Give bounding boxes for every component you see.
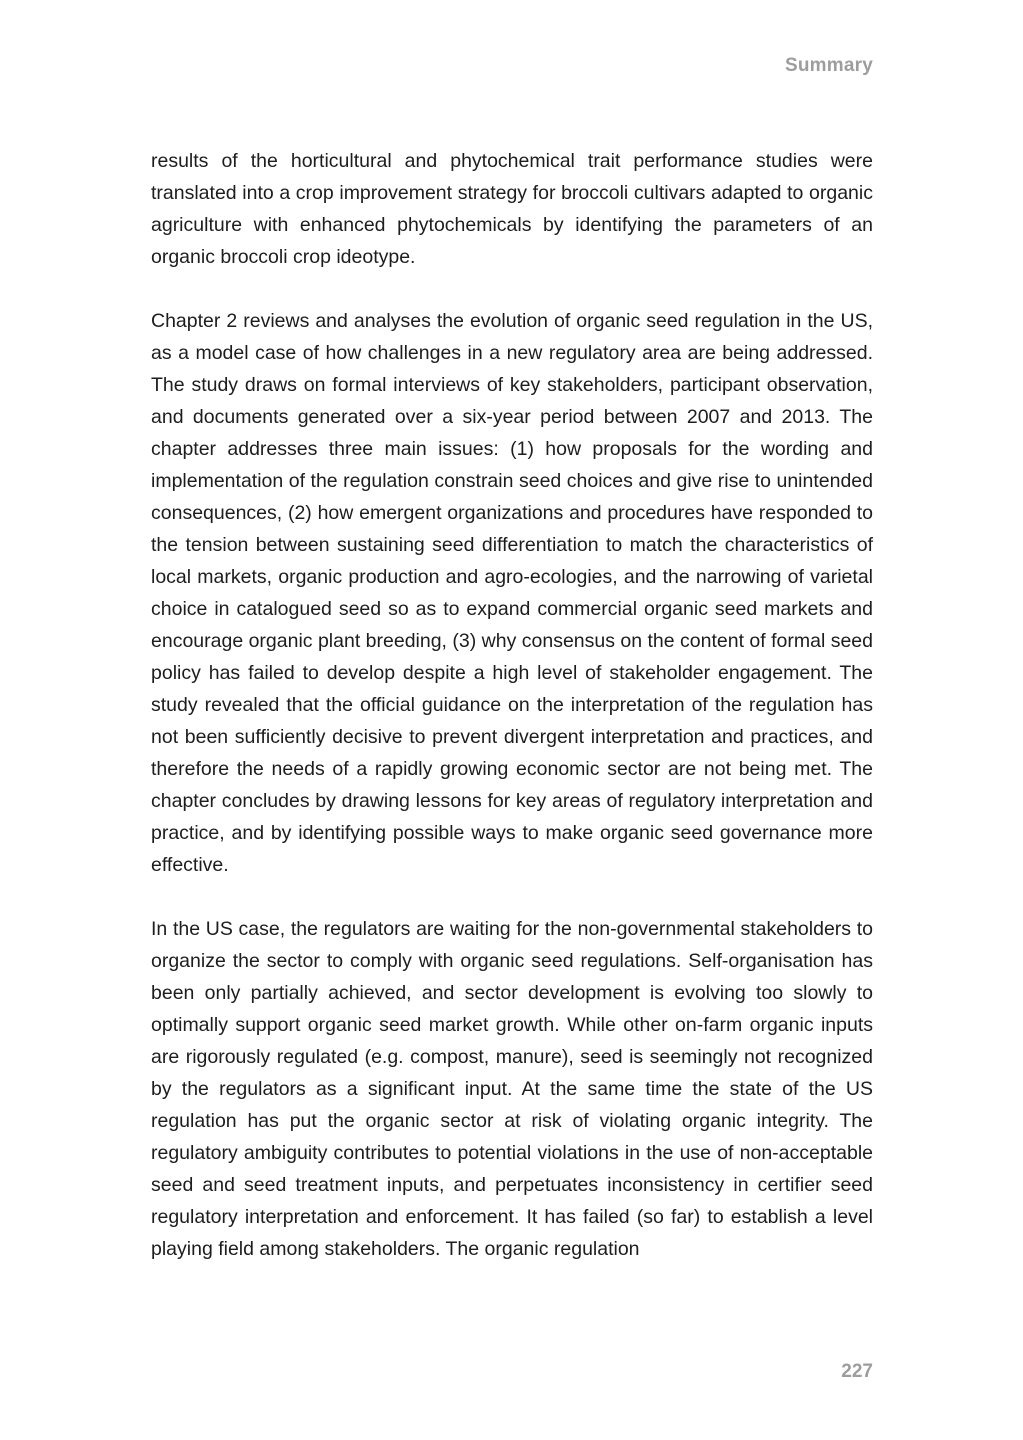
body-text bbox=[151, 145, 873, 1297]
paragraph: In the US case, the regulators are waiting for the non-governmental stakeholders to organize the sector to comply with organic seed regulations. Self-organisation has been only partially achieved, and sector development is evolving too slowly to optimally support organic seed market growth. While other on-farm organic inputs are rigorously regulated (e.g. compost, manure), seed is seemingly not recognized by the regulators as a significant input. At the same time the state of the US regulation has put the organic sector at risk of violating organic integrity. The regulatory ambiguity contributes to potential violations in the use of non-acceptable seed and seed treatment inputs, and perpetuates inconsistency in certifier seed regulatory interpretation and enforcement. It has failed (so far) to establish a level playing field among stakeholders. The organic regulation bbox=[151, 918, 873, 1260]
running-header: Summary bbox=[785, 55, 873, 76]
page-number: 227 bbox=[841, 1361, 873, 1382]
paragraph: results of the horticultural and phytochemical trait performance studies were translated into a crop improvement strategy for broccoli cultivars adapted to organic agriculture with enhanced phytochemicals by identifying the parameters of an organic broccoli crop ideotype. bbox=[151, 150, 873, 268]
paragraph: Chapter 2 reviews and analyses the evolution of organic seed regulation in the US, as a model case of how challenges in a new regulatory area are being addressed. The study draws on formal interviews of key stakeholders, participant observation, and documents generated over a six-year period between 2007 and 2013. The chapter addresses three main issues: (1) how proposals for the wording and implementation of the regulation constrain seed choices and give rise to unintended consequences, (2) how emergent organizations and procedures have responded to the tension between sustaining seed differentiation to match the characteristics of local markets, organic production and agro-ecologies, and the narrowing of varietal choice in catalogued seed so as to expand commercial organic seed markets and encourage organic plant breeding, (3) why consensus on the content of formal seed policy has failed to develop despite a high level of stakeholder engagement. The study revealed that the official guidance on the interpretation of the regulation has not been sufficiently decisive to prevent divergent interpretation and practices, and therefore the needs of a rapidly growing economic sector are not being met. The chapter concludes by drawing lessons for key areas of regulatory interpretation and practice, and by identifying possible ways to make organic seed governance more effective. bbox=[151, 310, 873, 876]
